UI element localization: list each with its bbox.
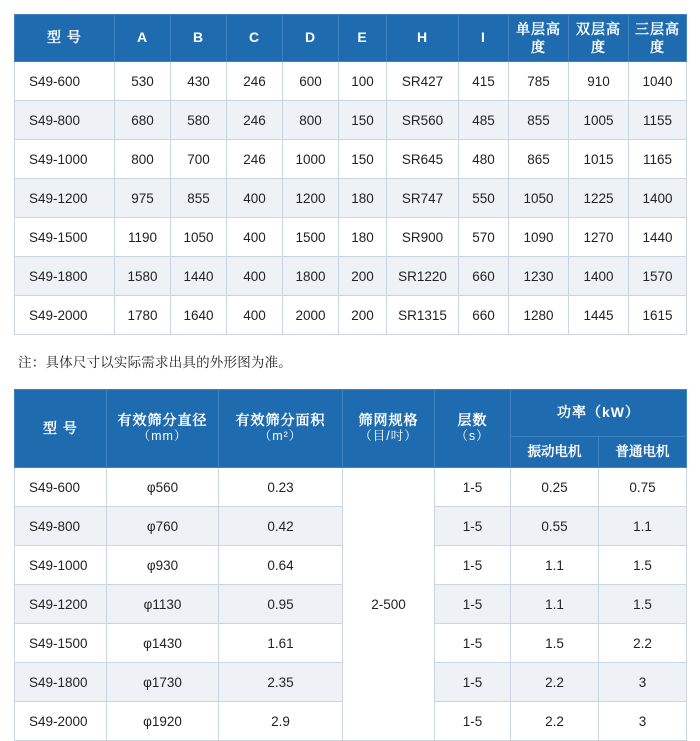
cell-single-layer-height: 1050: [509, 179, 569, 218]
cell-b: 700: [171, 140, 227, 179]
cell-e: 150: [339, 140, 387, 179]
cell-single-layer-height: 1280: [509, 296, 569, 335]
cell-model: S49-600: [15, 468, 107, 507]
col-header-power-vibration-motor: 振动电机: [511, 437, 599, 468]
cell-b: 580: [171, 101, 227, 140]
col-header-effective-area: [219, 390, 343, 468]
cell-effective-diameter: φ1730: [107, 663, 219, 702]
col-header-model: 型 号: [15, 390, 107, 468]
cell-model: S49-1500: [15, 624, 107, 663]
cell-layers: 1-5: [435, 663, 511, 702]
cell-b: 1440: [171, 257, 227, 296]
dimensions-table: [14, 14, 687, 335]
cell-model: S49-1800: [15, 663, 107, 702]
table-header-row: [15, 390, 687, 437]
cell-power-vibration: 1.5: [511, 624, 599, 663]
col-header-mesh-spec-text: 筛网规格: [358, 411, 419, 428]
cell-e: 150: [339, 101, 387, 140]
col-header-d: D: [283, 15, 339, 62]
cell-a: 680: [115, 101, 171, 140]
cell-effective-area: 0.42: [219, 507, 343, 546]
cell-triple-layer-height: 1400: [629, 179, 687, 218]
cell-a: 530: [115, 62, 171, 101]
cell-effective-area: 2.35: [219, 663, 343, 702]
cell-d: 800: [283, 101, 339, 140]
col-header-model: 型 号: [15, 15, 115, 62]
cell-a: 800: [115, 140, 171, 179]
table-row: [15, 296, 687, 335]
cell-effective-diameter: φ560: [107, 468, 219, 507]
cell-b: 1050: [171, 218, 227, 257]
cell-layers: 1-5: [435, 546, 511, 585]
col-header-layers-text: 层数: [457, 411, 488, 428]
table-row: [15, 257, 687, 296]
cell-power-normal: 3: [599, 702, 687, 741]
cell-layers: 1-5: [435, 585, 511, 624]
cell-model: S49-800: [15, 507, 107, 546]
cell-a: 1580: [115, 257, 171, 296]
cell-model: S49-2000: [15, 702, 107, 741]
col-header-b: B: [171, 15, 227, 62]
col-header-a: A: [115, 15, 171, 62]
cell-power-normal: 1.5: [599, 585, 687, 624]
table-row: [15, 218, 687, 257]
cell-c: 246: [227, 101, 283, 140]
cell-effective-diameter: φ760: [107, 507, 219, 546]
cell-i: 415: [459, 62, 509, 101]
cell-h: SR1315: [387, 296, 459, 335]
cell-layers: 1-5: [435, 624, 511, 663]
cell-c: 246: [227, 62, 283, 101]
cell-a: 1190: [115, 218, 171, 257]
cell-effective-diameter: φ930: [107, 546, 219, 585]
cell-c: 400: [227, 179, 283, 218]
screening-spec-table-head: [15, 390, 687, 468]
cell-power-vibration: 2.2: [511, 663, 599, 702]
cell-power-vibration: 2.2: [511, 702, 599, 741]
cell-d: 1500: [283, 218, 339, 257]
col-header-effective-diameter: [107, 390, 219, 468]
cell-h: SR427: [387, 62, 459, 101]
cell-single-layer-height: 855: [509, 101, 569, 140]
screening-spec-table: [14, 389, 687, 741]
cell-c: 400: [227, 257, 283, 296]
table-note: 注：具体尺寸以实际需求出具的外形图为准。: [18, 355, 292, 370]
cell-model: S49-2000: [15, 296, 115, 335]
cell-e: 200: [339, 296, 387, 335]
col-header-layers-unit: （s）: [455, 429, 490, 444]
cell-e: 200: [339, 257, 387, 296]
col-header-layers: [435, 390, 511, 468]
cell-h: SR645: [387, 140, 459, 179]
dimensions-table-body: [15, 62, 687, 335]
cell-d: 2000: [283, 296, 339, 335]
cell-c: 400: [227, 218, 283, 257]
cell-double-layer-height: 1015: [569, 140, 629, 179]
cell-model: S49-1000: [15, 546, 107, 585]
cell-double-layer-height: 1445: [569, 296, 629, 335]
cell-layers: 1-5: [435, 468, 511, 507]
cell-effective-area: 0.64: [219, 546, 343, 585]
cell-model: S49-1000: [15, 140, 115, 179]
cell-double-layer-height: 1005: [569, 101, 629, 140]
cell-triple-layer-height: 1155: [629, 101, 687, 140]
cell-c: 400: [227, 296, 283, 335]
cell-b: 1640: [171, 296, 227, 335]
cell-power-normal: 1.5: [599, 546, 687, 585]
cell-single-layer-height: 785: [509, 62, 569, 101]
table-row: [15, 101, 687, 140]
col-header-e: E: [339, 15, 387, 62]
cell-model: S49-600: [15, 62, 115, 101]
cell-power-vibration: 1.1: [511, 546, 599, 585]
cell-h: SR900: [387, 218, 459, 257]
col-header-mesh-spec-unit: （目/吋）: [359, 429, 418, 444]
cell-e: 100: [339, 62, 387, 101]
col-header-triple-layer-height: [629, 15, 687, 62]
screening-spec-table-body: [15, 468, 687, 741]
cell-effective-diameter: φ1430: [107, 624, 219, 663]
col-header-effective-area-unit: （m²）: [258, 429, 303, 444]
col-header-power: 功率（kW）: [511, 390, 687, 437]
cell-power-normal: 2.2: [599, 624, 687, 663]
cell-d: 1000: [283, 140, 339, 179]
cell-effective-area: 0.95: [219, 585, 343, 624]
col-header-double-layer-height-text: 双层高度: [576, 20, 621, 55]
cell-triple-layer-height: 1440: [629, 218, 687, 257]
col-header-effective-diameter-unit: （mm）: [137, 429, 188, 444]
col-header-c: C: [227, 15, 283, 62]
cell-model: S49-1200: [15, 179, 115, 218]
cell-double-layer-height: 1225: [569, 179, 629, 218]
cell-effective-area: 0.23: [219, 468, 343, 507]
cell-model: S49-800: [15, 101, 115, 140]
cell-a: 1780: [115, 296, 171, 335]
cell-double-layer-height: 1400: [569, 257, 629, 296]
cell-power-normal: 3: [599, 663, 687, 702]
cell-b: 430: [171, 62, 227, 101]
col-header-mesh-spec: [343, 390, 435, 468]
cell-mesh-spec: 2-500: [343, 468, 435, 741]
cell-h: SR1220: [387, 257, 459, 296]
cell-effective-diameter: φ1920: [107, 702, 219, 741]
cell-h: SR747: [387, 179, 459, 218]
col-header-effective-area-text: 有效筛分面积: [235, 411, 326, 428]
cell-triple-layer-height: 1615: [629, 296, 687, 335]
table-header-row: [15, 15, 687, 62]
cell-i: 660: [459, 257, 509, 296]
cell-single-layer-height: 1230: [509, 257, 569, 296]
cell-layers: 1-5: [435, 702, 511, 741]
col-header-double-layer-height: [569, 15, 629, 62]
cell-double-layer-height: 1270: [569, 218, 629, 257]
col-header-triple-layer-height-text: 三层高度: [635, 20, 680, 55]
cell-e: 180: [339, 218, 387, 257]
cell-power-normal: 0.75: [599, 468, 687, 507]
cell-d: 1200: [283, 179, 339, 218]
cell-power-normal: 1.1: [599, 507, 687, 546]
cell-b: 855: [171, 179, 227, 218]
cell-effective-diameter: φ1130: [107, 585, 219, 624]
col-header-single-layer-height: [509, 15, 569, 62]
table-row: [15, 140, 687, 179]
table-row: [15, 179, 687, 218]
table-row: [15, 62, 687, 101]
cell-i: 570: [459, 218, 509, 257]
dimensions-table-head: [15, 15, 687, 62]
col-header-power-normal-motor: 普通电机: [599, 437, 687, 468]
table-row: [15, 468, 687, 507]
cell-model: S49-1500: [15, 218, 115, 257]
cell-double-layer-height: 910: [569, 62, 629, 101]
cell-d: 600: [283, 62, 339, 101]
cell-i: 550: [459, 179, 509, 218]
cell-effective-area: 1.61: [219, 624, 343, 663]
col-header-h: H: [387, 15, 459, 62]
cell-power-vibration: 0.25: [511, 468, 599, 507]
cell-i: 660: [459, 296, 509, 335]
cell-single-layer-height: 1090: [509, 218, 569, 257]
cell-triple-layer-height: 1165: [629, 140, 687, 179]
cell-power-vibration: 0.55: [511, 507, 599, 546]
cell-effective-area: 2.9: [219, 702, 343, 741]
col-header-i: I: [459, 15, 509, 62]
cell-h: SR560: [387, 101, 459, 140]
cell-a: 975: [115, 179, 171, 218]
col-header-effective-diameter-text: 有效筛分直径: [117, 411, 208, 428]
cell-layers: 1-5: [435, 507, 511, 546]
cell-triple-layer-height: 1570: [629, 257, 687, 296]
cell-i: 480: [459, 140, 509, 179]
col-header-single-layer-height-text: 单层高度: [516, 20, 561, 55]
cell-model: S49-1800: [15, 257, 115, 296]
cell-e: 180: [339, 179, 387, 218]
cell-model: S49-1200: [15, 585, 107, 624]
cell-c: 246: [227, 140, 283, 179]
cell-triple-layer-height: 1040: [629, 62, 687, 101]
cell-single-layer-height: 865: [509, 140, 569, 179]
cell-i: 485: [459, 101, 509, 140]
cell-d: 1800: [283, 257, 339, 296]
cell-power-vibration: 1.1: [511, 585, 599, 624]
